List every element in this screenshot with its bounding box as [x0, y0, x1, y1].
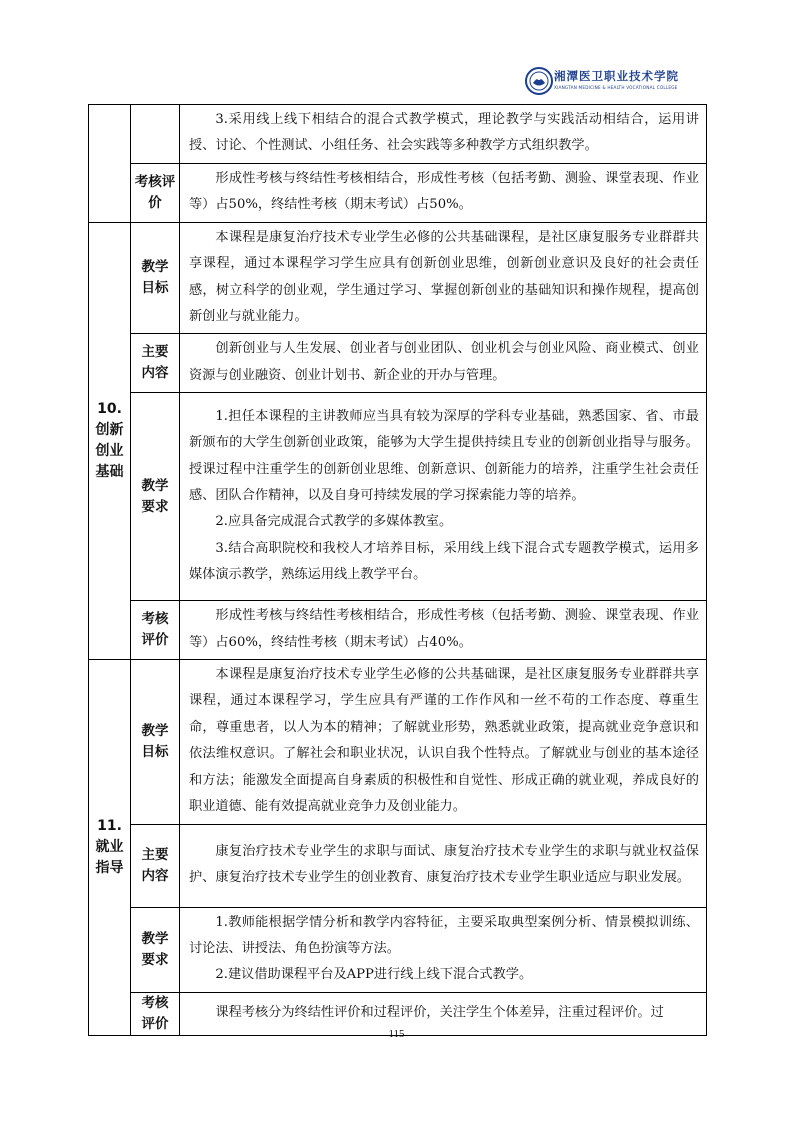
page-number: 115	[388, 1028, 405, 1040]
course10-req2: 2.应具备完成混合式教学的多媒体教室。	[215, 514, 453, 530]
course11-req2: 2.建议借助课程平台及APP进行线上线下混合式教学。	[215, 967, 533, 983]
course10-goal-cell	[180, 222, 707, 334]
table-row	[89, 105, 707, 164]
table-row	[89, 824, 707, 907]
course10-req1: 1.担任本课程的主讲教师应当具有较为深厚的学科专业基础，熟悉国家、省、市最新颁布的大学生创新创业政策，能够为大学生提供持续且专业的创新创业指导与服务。授课过程中注重学生的创新创业思维、创新意识、创新能力的培养，注重学生社会责任感、团队合作精神，以及自身可持续发展的学习探索能力等的培养。	[189, 408, 699, 504]
college-name-en: XIANGTAN MEDICINE & HEALTH VOCATIONAL COLLEGE	[554, 85, 678, 90]
course10-goal-label-text: 教学目标	[141, 259, 169, 297]
prev-req-cell	[180, 105, 707, 164]
college-emblem-icon	[526, 68, 552, 94]
table-row	[89, 393, 707, 601]
table-row	[89, 222, 707, 334]
table-row	[89, 334, 707, 393]
course10-content-text: 创新创业与人生发展、创业者与创业团队、创业机会与创业风险、商业模式、创业资源与创业融资、创业计划书、新企业的开办与管理。	[189, 341, 699, 383]
course10-assess-cell	[180, 601, 707, 660]
course10-req-label-text: 教学要求	[141, 477, 169, 515]
prev-assess-cell	[180, 163, 707, 222]
course11-content-label	[131, 824, 180, 907]
prev-req-label-cell	[131, 105, 180, 164]
prev-assess-text: 形成性考核与终结性考核相结合，形成性考核（包括考勤、测验、课堂表现、作业等）占50%，终结性考核（期末考试）占50%。	[189, 170, 699, 213]
course11-content-text: 康复治疗技术专业学生的求职与面试、康复治疗技术专业学生的求职与就业权益保护、康复治疗技术专业学生的创业教育、康复治疗技术专业学生职业适应与职业发展。	[189, 843, 699, 885]
course10-content-label	[131, 334, 180, 393]
course11-goal-label	[131, 660, 180, 824]
table-row	[89, 601, 707, 660]
course11-assess-text: 课程考核分为终结性评价和过程评价，关注学生个体差异，注重过程评价。过	[215, 1005, 664, 1021]
course11-content-label-text: 主要内容	[141, 846, 169, 884]
course11-req1: 1.教师能根据学情分析和教学内容特征，主要采取典型案例分析、情景模拟训练、讨论法、讲授法、角色扮演等方法。	[189, 914, 699, 956]
course11-goal-text: 本课程是康复治疗技术专业学生必修的公共基础课，是社区康复服务专业群群共享课程，通过本课程学习，学生应具有严谨的工作作风和一丝不苟的工作态度、尊重生命，尊重患者，以人为本的精神；了解就业形势，熟悉就业政策，提高就业竞争意识和依法维权意识。了解社会和职业状况，认识自我个性特点。了解就业与创业的基本途径和方法；能激发全面提高自身素质的积极性和自觉性、形成正确的就业观，养成良好的职业道德、能有效提高就业竞争力及创业能力。	[189, 667, 699, 815]
college-logo-text	[554, 68, 714, 90]
course11-goal-label-text: 教学目标	[141, 722, 169, 760]
course11-name	[89, 660, 131, 1036]
course10-name	[89, 222, 131, 659]
course11-content-cell	[180, 824, 707, 907]
prev-req-text: 3.采用线上线下相结合的混合式教学模式，理论教学与实践活动相结合，运用讲授、讨论、个性测试、小组任务、社会实践等多种教学方式组织教学。	[189, 112, 699, 154]
course10-req-cell	[180, 393, 707, 601]
prev-course-name-cell	[89, 105, 131, 223]
course10-req3: 3.结合高职院校和我校人才培养目标，采用线上线下混合式专题教学模式，运用多媒体演示教学，熟练运用线上教学平台。	[189, 540, 699, 583]
course-table	[88, 104, 707, 1036]
course10-assess-label-text: 考核评价	[141, 611, 169, 649]
course10-content-label-text: 主要内容	[141, 344, 169, 382]
table-row	[89, 907, 707, 992]
college-name-cn: 湘潭医卫职业技术学院	[554, 69, 679, 83]
table-row	[89, 163, 707, 222]
course10-name-text: 10.创新创业基础	[95, 400, 124, 480]
course10-assess-label	[131, 601, 180, 660]
course11-assess-label-text: 考核评价	[141, 994, 169, 1032]
course10-goal-text: 本课程是康复治疗技术专业学生必修的公共基础课程，是社区康复服务专业群群共享课程，通过本课程学习学生应具有创新创业思维，创新创业意识及良好的社会责任感，树立科学的创业观，学生通过学习、掌握创新创业的基础知识和操作规程，提高创新创业与就业能力。	[189, 229, 699, 325]
course11-req-cell	[180, 907, 707, 992]
prev-assess-label: 考核评价	[131, 163, 180, 222]
course10-req-label	[131, 393, 180, 601]
course10-goal-label	[131, 222, 180, 334]
course10-assess-text: 形成性考核与终结性考核相结合，形成性考核（包括考勤、测验、课堂表现、作业等）占60%，终结性考核（期末考试）占40%。	[189, 608, 699, 650]
course11-name-text: 11.就业指导	[95, 817, 124, 876]
course11-req-label-text: 教学要求	[141, 930, 169, 968]
course10-content-cell	[180, 334, 707, 393]
table-row	[89, 660, 707, 824]
course11-req-label	[131, 907, 180, 992]
course11-goal-cell	[180, 660, 707, 824]
